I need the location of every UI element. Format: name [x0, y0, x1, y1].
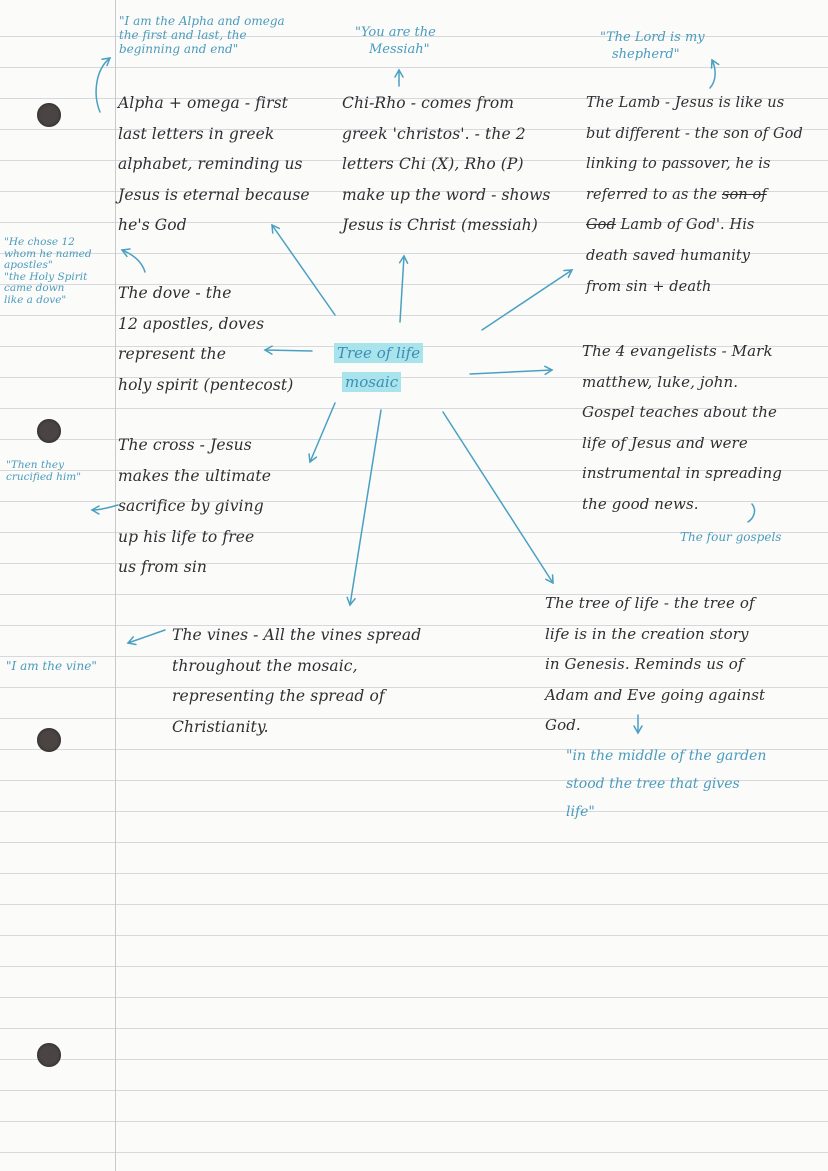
arrow-to-cross — [310, 403, 335, 462]
quote-apostles: "He chose 12 whom he named apostles" "the Holy Spirit came down like a dove" — [4, 236, 92, 306]
note-chi-rho: Chi-Rho - comes from greek 'christos'. - the 2 letters Chi (X), Rho (P) make up the word - shows Jesus is Christ (messiah) — [342, 94, 551, 235]
quote-crucified: "Then they crucified him" — [6, 459, 82, 483]
label-four-gospels: The four gospels — [680, 530, 782, 544]
note-tree-of-life: The tree of life - the tree of life is in the creation story in Genesis. Reminds us of Adam and Eve going against God. — [545, 594, 766, 735]
quote-messiah: "You are the Messiah" — [355, 25, 436, 57]
center-title: Tree of life — [334, 343, 423, 363]
curve-alpha-quote — [96, 58, 110, 112]
center-subtitle: mosaic — [342, 372, 401, 392]
curve-apostles-quote — [122, 250, 145, 272]
quote-garden: "in the middle of the garden stood the tree that gives life" — [566, 748, 767, 820]
note-evangelists: The 4 evangelists - Mark matthew, luke, john. Gospel teaches about the life of Jesus and were instrumental in spreading the good news. — [582, 342, 782, 513]
quote-alpha-omega: "I am the Alpha and omega the first and last, the beginning and end" — [119, 14, 285, 56]
arrow-to-tree — [443, 412, 553, 583]
quote-shepherd: "The Lord is my shepherd" — [600, 30, 705, 62]
curve-shepherd-quote — [710, 60, 715, 88]
quote-vine: "I am the vine" — [6, 659, 97, 673]
arrow-to-chi-rho — [400, 256, 404, 322]
note-lamb: The Lamb - Jesus is like us but different - the son of God linking to passover, he is referred to as the son of God Lamb of God'. His death saved humanity from sin + death — [586, 95, 803, 295]
arrow-to-vines — [350, 410, 381, 605]
note-alpha-omega: Alpha + omega - first last letters in greek alphabet, reminding us Jesus is eternal because he's God — [118, 94, 310, 235]
note-vines: The vines - All the vines spread throughout the mosaic, representing the spread of Christianity. — [172, 626, 422, 736]
struck-out-text: son of — [721, 186, 767, 203]
curve-crucified-quote — [92, 505, 118, 510]
arrow-to-lamb — [482, 270, 572, 330]
note-cross: The cross - Jesus makes the ultimate sacrifice by giving up his life to free us from sin — [118, 436, 271, 577]
arrow-to-vine-quote — [128, 630, 165, 643]
arrow-to-evangelists — [470, 370, 552, 374]
struck-out-text: God — [586, 217, 616, 234]
note-dove: The dove - the 12 apostles, doves represent the holy spirit (pentecost) — [118, 284, 294, 394]
